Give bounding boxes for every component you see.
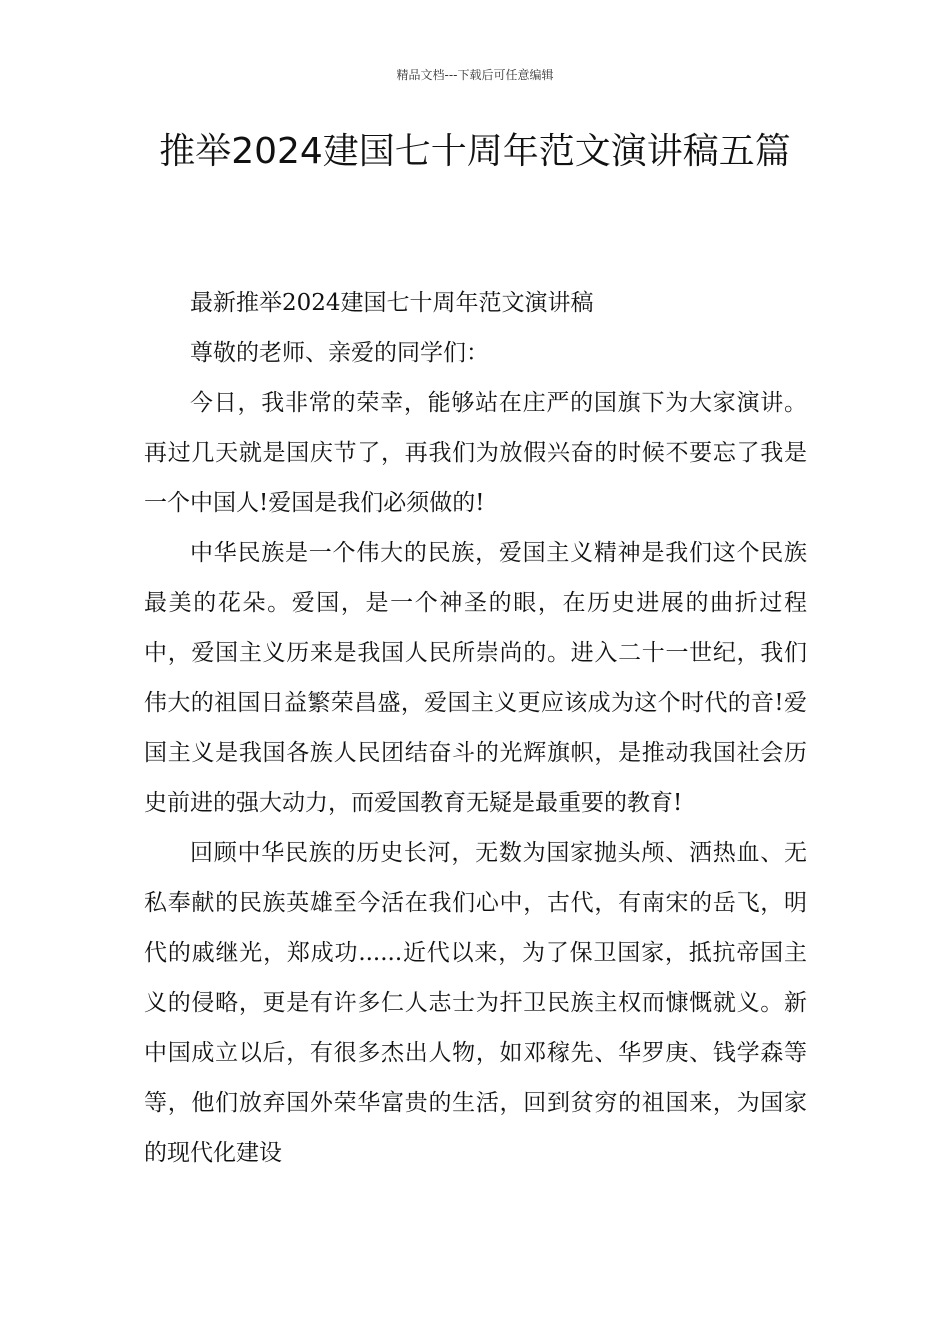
page-header-note: 精品文档---下载后可任意编辑 (396, 68, 554, 82)
paragraph: 今日，我非常的荣幸，能够站在庄严的国旗下为大家演讲。再过几天就是国庆节了，再我们为放假兴奋的时候不要忘了我是一个中国人!爱国是我们必须做的! (144, 390, 807, 516)
paragraph-greeting: 尊敬的老师、亲爱的同学们： (190, 340, 489, 366)
document-body (144, 278, 807, 1178)
paragraph: 回顾中华民族的历史长河，无数为国家抛头颅、洒热血、无私奉献的民族英雄至今活在我们心中，古代，有南宋的岳飞，明代的戚继光，郑成功......近代以来，为了保卫国家，抵抗帝国主义的侵略，更是有许多仁人志士为扞卫民族主权而慷慨就义。新中国成立以后，有很多杰出人物，如邓稼先、华罗庚、钱学森等等，他们放弃国外荣华富贵的生活，回到贫穷的祖国来，为国家的现代化建设 (144, 840, 807, 1166)
paragraph: 中华民族是一个伟大的民族，爱国主义精神是我们这个民族最美的花朵。爱国，是一个神圣的眼，在历史进展的曲折过程中，爱国主义历来是我国人民所崇尚的。进入二十一世纪，我们伟大的祖国日益繁荣昌盛，爱国主义更应该成为这个时代的音!爱国主义是我国各族人民团结奋斗的光辉旗帜，是推动我国社会历史前进的强大动力，而爱国教育无疑是最重要的教育! (144, 540, 807, 816)
paragraph-subtitle: 最新推举2024建国七十周年范文演讲稿 (190, 290, 594, 316)
document-title: 推举2024建国七十周年范文演讲稿五篇 (159, 131, 791, 172)
